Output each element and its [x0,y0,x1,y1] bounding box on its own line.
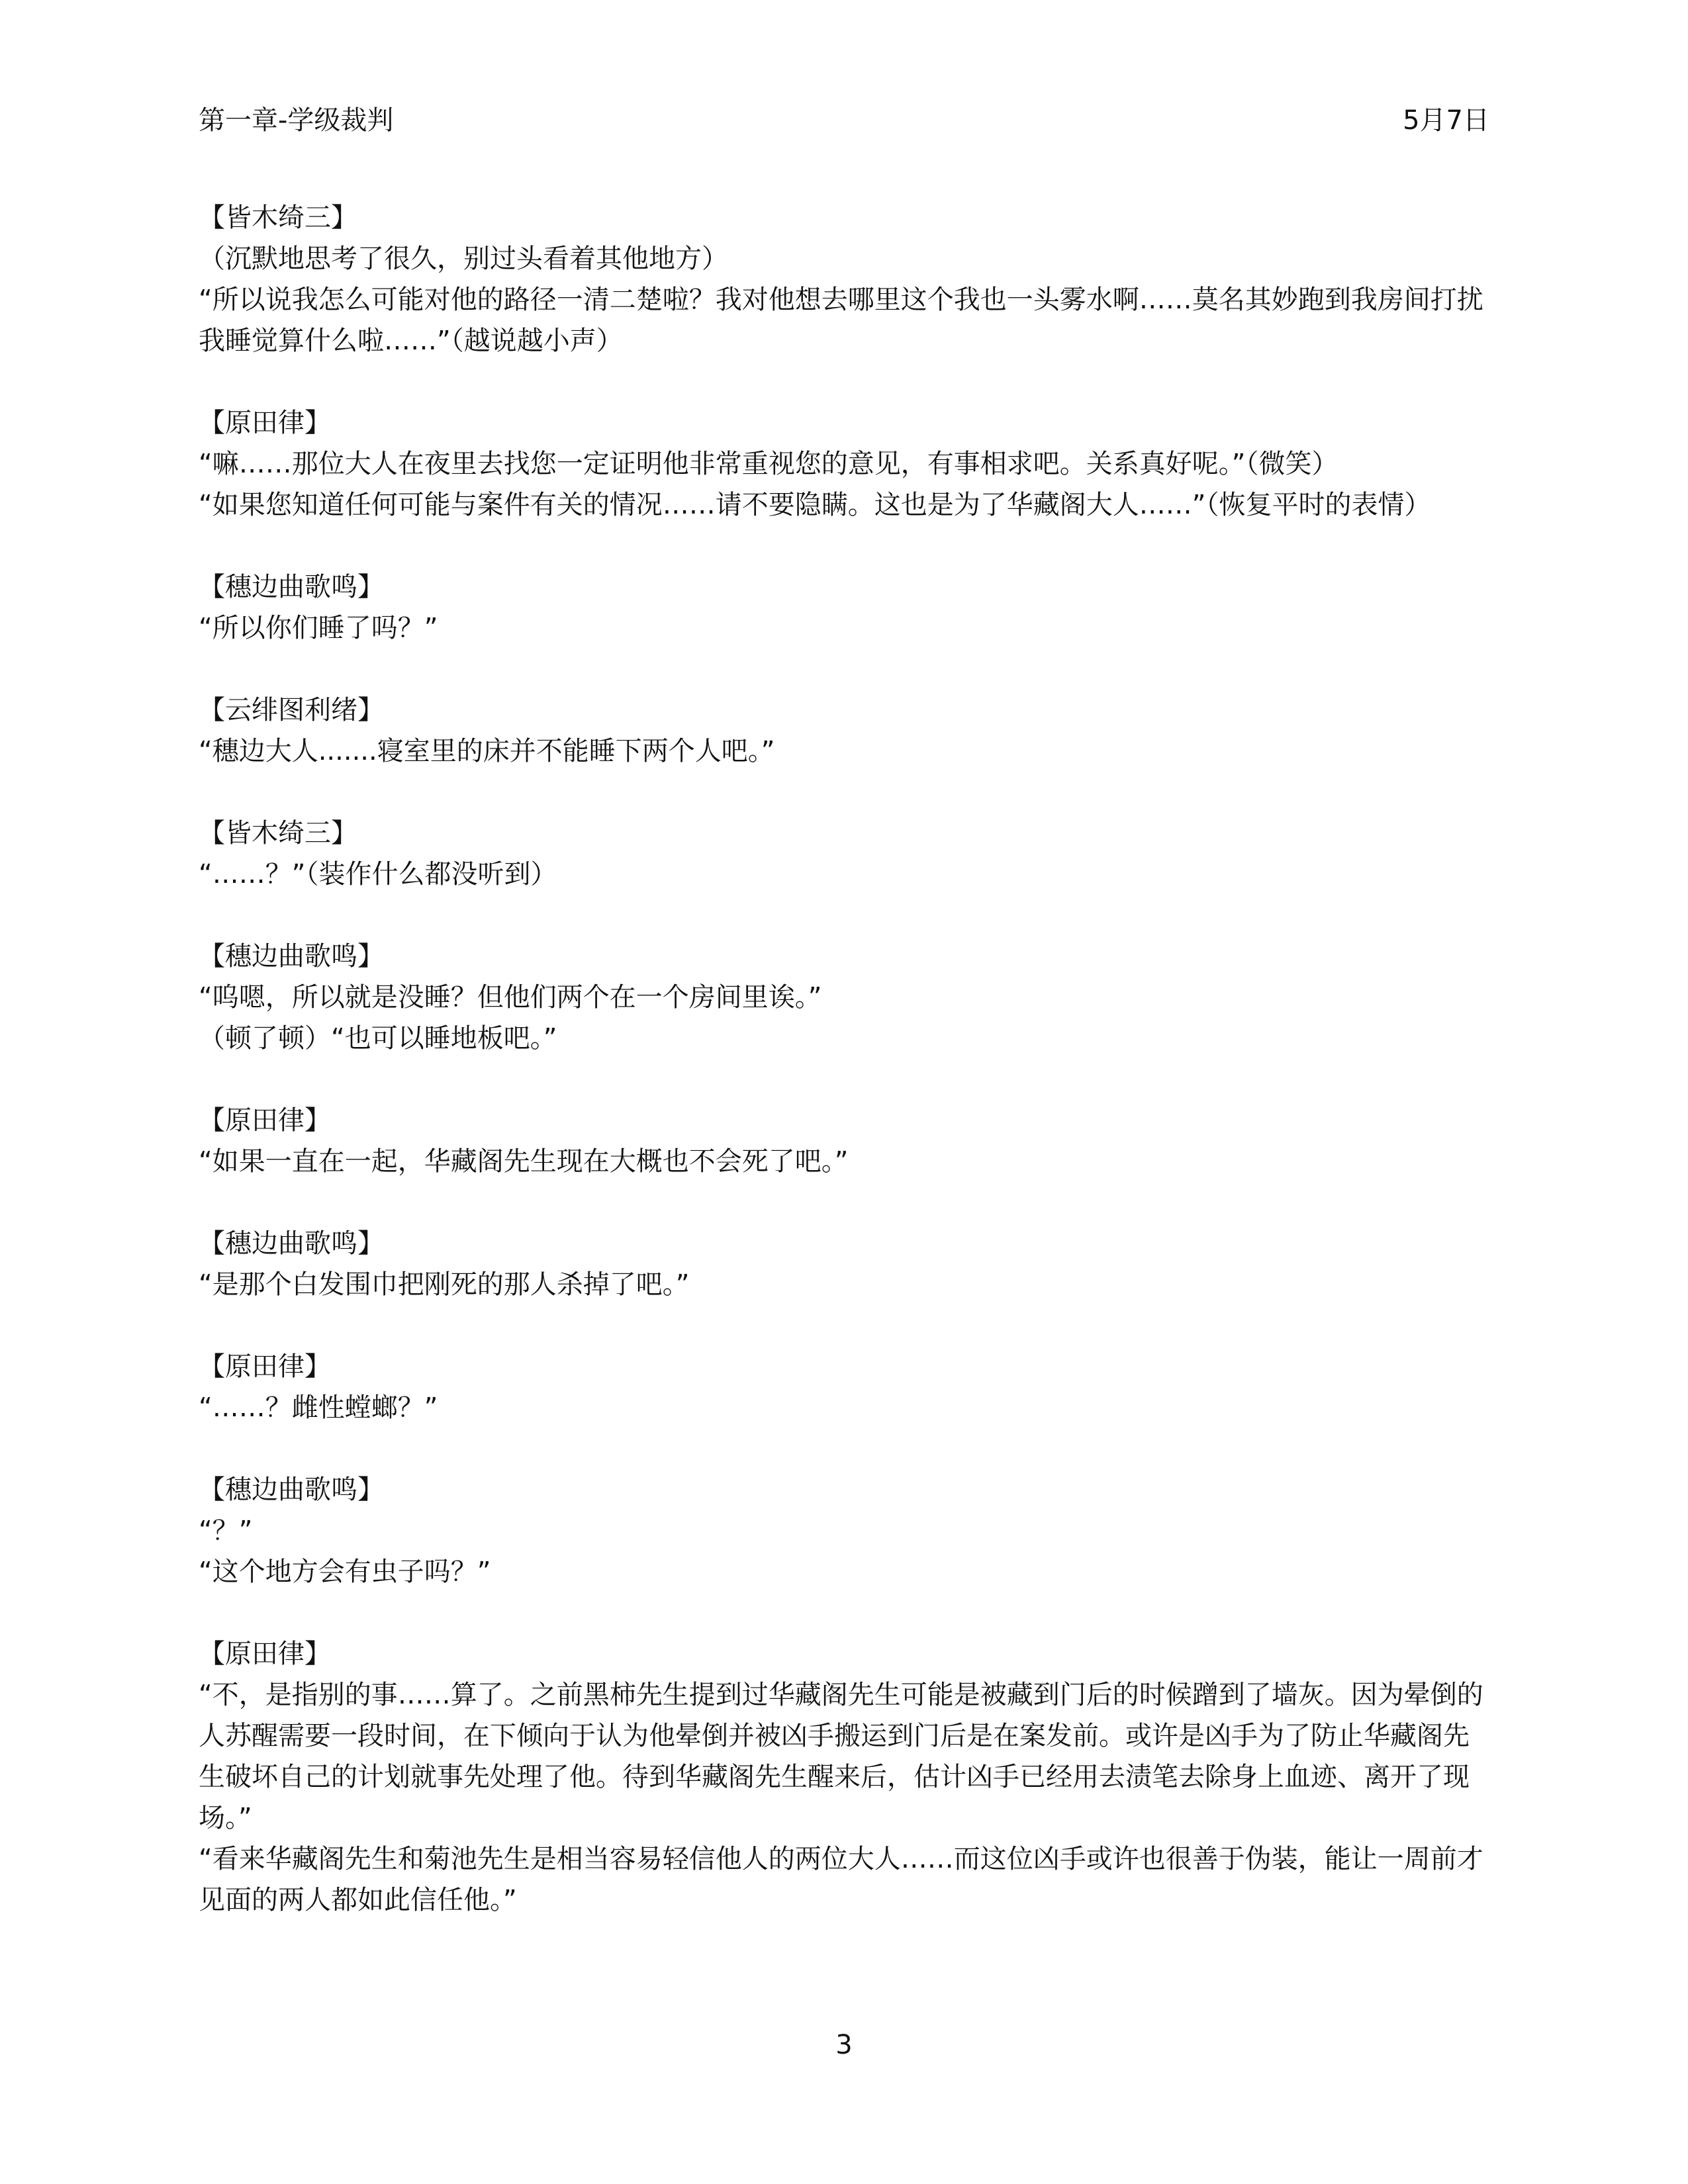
dialogue-block [199,936,1489,1059]
dialogue-line: “……？雌性螳螂？” [199,1392,438,1423]
dialogue-block [199,1469,1489,1592]
dialogue-line: （顿了顿）“也可以睡地板吧。” [199,1023,557,1054]
dialogue-line: “如果您知道任何可能与案件有关的情况……请不要隐瞒。这也是为了华藏阁大人……”（恢复平时的表情） [199,490,1431,520]
dialogue-line: “是那个白发围巾把刚死的那人杀掉了吧。” [199,1269,690,1300]
dialogue-line: “所以说我怎么可能对他的路径一清二楚啦？我对他想去哪里这个我也一头雾水啊……莫名其妙跑到我房间打扰我睡觉算什么啦……”（越说越小声） [199,285,1483,356]
speaker-name: 【穗边曲歌鸣】 [199,941,384,972]
dialogue-block [199,567,1489,649]
speaker-name: 【原田律】 [199,1351,331,1382]
dialogue-line: “呜嗯，所以就是没睡？但他们两个在一个房间里诶。” [199,982,822,1013]
speaker-name: 【原田律】 [199,1639,331,1669]
dialogue-line: “穗边大人.......寝室里的床并不能睡下两个人吧。” [199,736,775,766]
page-number: 3 [835,2030,853,2060]
dialogue-line: “所以你们睡了吗？” [199,613,438,643]
dialogue-line: （沉默地思考了很久，别过头看着其他地方） [199,244,728,274]
speaker-name: 【穗边曲歌鸣】 [199,1228,384,1259]
speaker-name: 【原田律】 [199,408,331,438]
dialogue-line: “嘛……那位大人在夜里去找您一定证明他非常重视您的意见，有事相求吧。关系真好呢。”（微笑） [199,449,1338,479]
speaker-name: 【皆木绮三】 [199,818,357,848]
dialogue-block [199,1100,1489,1182]
dialogue-line: “……？”（装作什么都没听到） [199,859,557,889]
dialogue-block [199,1346,1489,1428]
speaker-name: 【云绯图利绪】 [199,695,384,725]
dialogue-block [199,197,1489,361]
dialogue-line: “看来华藏阁先生和菊池先生是相当容易轻信他人的两位大人……而这位凶手或许也很善于伪装，能让一周前才见面的两人都如此信任他。” [199,1844,1483,1915]
dialogue-line: “？” [199,1516,253,1546]
dialogue-block [199,1223,1489,1305]
dialogue-block [199,813,1489,895]
dialogue-content [199,197,1489,1962]
page-header [199,101,1489,140]
dialogue-block [199,690,1489,772]
speaker-name: 【穗边曲歌鸣】 [199,572,384,602]
chapter-title: 第一章-学级裁判 [199,105,394,136]
speaker-name: 【穗边曲歌鸣】 [199,1475,384,1505]
header-date: 5月7日 [1403,105,1489,136]
speaker-name: 【皆木绮三】 [199,203,357,233]
dialogue-block [199,402,1489,525]
speaker-name: 【原田律】 [199,1105,331,1136]
dialogue-block [199,1633,1489,1921]
dialogue-line: “如果一直在一起，华藏阁先生现在大概也不会死了吧。” [199,1146,849,1177]
dialogue-line: “不，是指别的事……算了。之前黑柿先生提到过华藏阁先生可能是被藏到门后的时候蹭到了墙灰。因为晕倒的人苏醒需要一段时间，在下倾向于认为他晕倒并被凶手搬运到门后是在案发前。或许是凶手为了防止华藏阁先生破坏自己的计划就事先处理了他。待到华藏阁先生醒来后，估计凶手已经用去渍笔去除身上血迹、离开了现场。” [199,1680,1483,1833]
dialogue-line: “这个地方会有虫子吗？” [199,1557,491,1587]
